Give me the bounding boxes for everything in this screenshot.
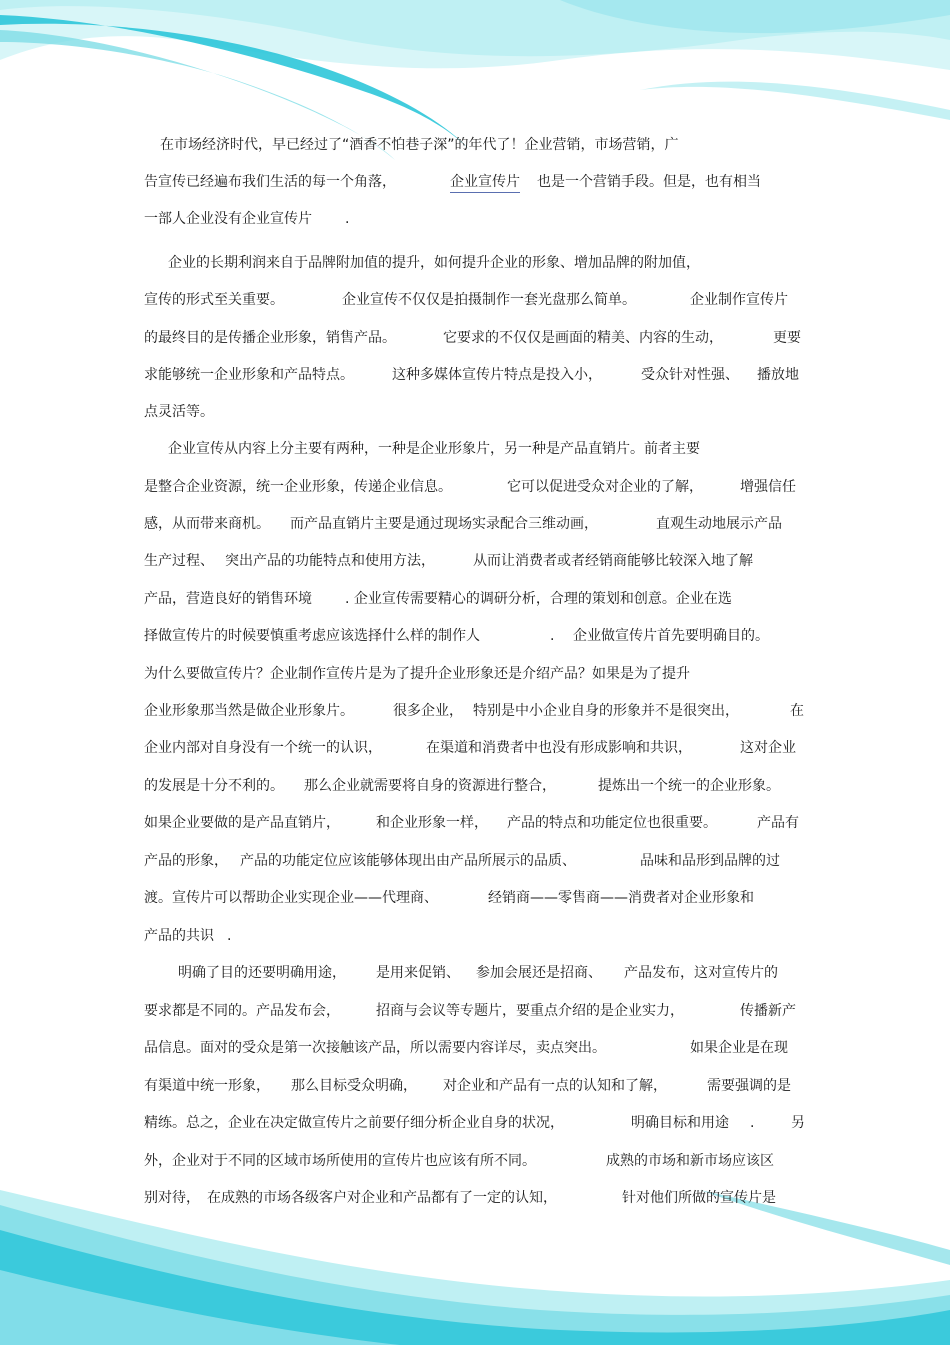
text-segment: 那么企业就需要将自身的资源进行整合， [304,778,556,794]
text-segment: 它要求的不仅仅是画面的精美、内容的生动， [443,330,723,346]
text-segment: 在市场经济时代，早已经过了“酒香不怕巷子深”的年代了！企业营销，市场营销，广 [160,137,679,153]
text-segment: . 企业宣传需要精心的调研分析，合理的策划和创意。企业在选 [345,591,732,607]
text-segment: . [550,628,555,644]
text-segment: 产品发布，这对宣传片的 [624,965,778,981]
text-segment: 是整合企业资源，统一企业形象，传递企业信息。 [144,479,452,495]
text-segment: 直观生动地展示产品 [656,516,782,532]
text-segment: 产品的形象， [144,853,228,869]
text-segment: 产品的特点和功能定位也很重要。 [507,815,717,831]
text-segment: 成熟的市场和新市场应该区 [606,1153,774,1169]
text-segment: 传播新产 [740,1003,796,1019]
text-segment: 增强信任 [740,479,796,495]
text-segment: 为什么要做宣传片？企业制作宣传片是为了提升企业形象还是介绍产品？如果是为了提升 [144,666,690,682]
text-segment: 的发展是十分不利的。 [144,778,284,794]
inline-link[interactable]: 企业宣传片 [450,172,520,193]
text-segment: 企业宣传不仅仅是拍摄制作一套光盘那么简单。 [342,292,636,308]
text-segment: 参加会展还是招商、 [476,965,602,981]
text-segment: 对企业和产品有一点的认知和了解， [443,1078,667,1094]
text-segment: 生产过程、 [144,553,214,569]
text-segment: 播放地 [757,367,799,383]
text-segment: 另 [791,1115,805,1131]
text-segment: 受众针对性强、 [641,367,739,383]
text-segment: 宣传的形式至关重要。 [144,292,284,308]
text-segment: . [345,211,350,227]
text-segment: 需要强调的是 [707,1078,791,1094]
text-segment: 如果企业是在现 [690,1040,788,1056]
text-segment: 招商与会议等专题片，要重点介绍的是企业实力， [376,1003,684,1019]
top-wave-decoration [0,0,950,190]
text-segment: 品信息。面对的受众是第一次接触该产品，所以需要内容详尽，卖点突出。 [144,1040,606,1056]
text-segment: 这对企业 [740,740,796,756]
text-segment: 感，从而带来商机。 [144,516,270,532]
text-segment: 告宣传已经遍布我们生活的每一个角落， [144,174,396,190]
text-segment: 点灵活等。 [144,404,214,420]
text-segment: 一部人企业没有企业宣传片 [144,211,312,227]
text-segment: 企业内部对自身没有一个统一的认识， [144,740,382,756]
text-segment: 突出产品的功能特点和使用方法， [225,553,435,569]
text-segment: 企业形象那当然是做企业形象片。 [144,703,354,719]
text-segment: 是用来促销、 [376,965,460,981]
text-segment: 和企业形象一样， [376,815,488,831]
text-segment: 产品的功能定位应该能够体现出由产品所展示的品质、 [240,853,576,869]
text-segment: 经销商——零售商——消费者对企业形象和 [488,890,754,906]
text-segment: 如果企业要做的是产品直销片， [144,815,340,831]
text-segment: 企业制作宣传片 [690,292,788,308]
text-segment: 要求都是不同的。产品发布会， [144,1003,340,1019]
text-segment: 别对待， [144,1190,200,1206]
text-segment: 这种多媒体宣传片特点是投入小， [392,367,602,383]
text-segment: 外，企业对于不同的区域市场所使用的宣传片也应该有所不同。 [144,1153,536,1169]
text-segment: 产品，营造良好的销售环境 [144,591,312,607]
text-segment: 求能够统一企业形象和产品特点。 [144,367,354,383]
text-segment: 渡。宣传片可以帮助企业实现企业——代理商、 [144,890,438,906]
text-segment: 企业做宣传片首先要明确目的。 [573,628,769,644]
text-segment: 在成熟的市场各级客户对企业和产品都有了一定的认知， [207,1190,557,1206]
text-segment: 明确目标和用途 [631,1115,729,1131]
text-segment: 特别是中小企业自身的形象并不是很突出， [473,703,739,719]
text-segment: 品味和品形到品牌的过 [640,853,780,869]
text-segment: 那么目标受众明确， [291,1078,417,1094]
text-segment: 很多企业， [393,703,463,719]
text-segment: 它可以促进受众对企业的了解， [507,479,703,495]
text-segment: 企业宣传从内容上分主要有两种，一种是企业形象片，另一种是产品直销片。前者主要 [168,441,700,457]
text-segment: 的最终目的是传播企业形象，销售产品。 [144,330,396,346]
text-segment: 企业的长期利润来自于品牌附加值的提升，如何提升企业的形象、增加品牌的附加值， [168,255,700,271]
text-segment: 有渠道中统一形象， [144,1078,270,1094]
text-segment: 而产品直销片主要是通过现场实录配合三维动画， [290,516,598,532]
text-segment: . [750,1115,755,1131]
text-segment: 产品有 [757,815,799,831]
text-segment: 明确了目的还要明确用途， [178,965,346,981]
text-segment: 在渠道和消费者中也没有形成影响和共识， [426,740,692,756]
text-segment: 从而让消费者或者经销商能够比较深入地了解 [473,553,753,569]
text-segment: 更要 [773,330,801,346]
text-segment: 择做宣传片的时候要慎重考虑应该选择什么样的制作人 [144,628,480,644]
text-segment: 产品的共识 [144,928,214,944]
text-segment: 精练。总之，企业在决定做宣传片之前要仔细分析企业自身的状况， [144,1115,564,1131]
text-segment: 在 [790,703,804,719]
text-segment: 也是一个营销手段。但是，也有相当 [537,174,761,190]
text-segment: 针对他们所做的宣传片是 [622,1190,776,1206]
text-segment: . [227,928,232,944]
text-segment: 提炼出一个统一的企业形象。 [598,778,780,794]
